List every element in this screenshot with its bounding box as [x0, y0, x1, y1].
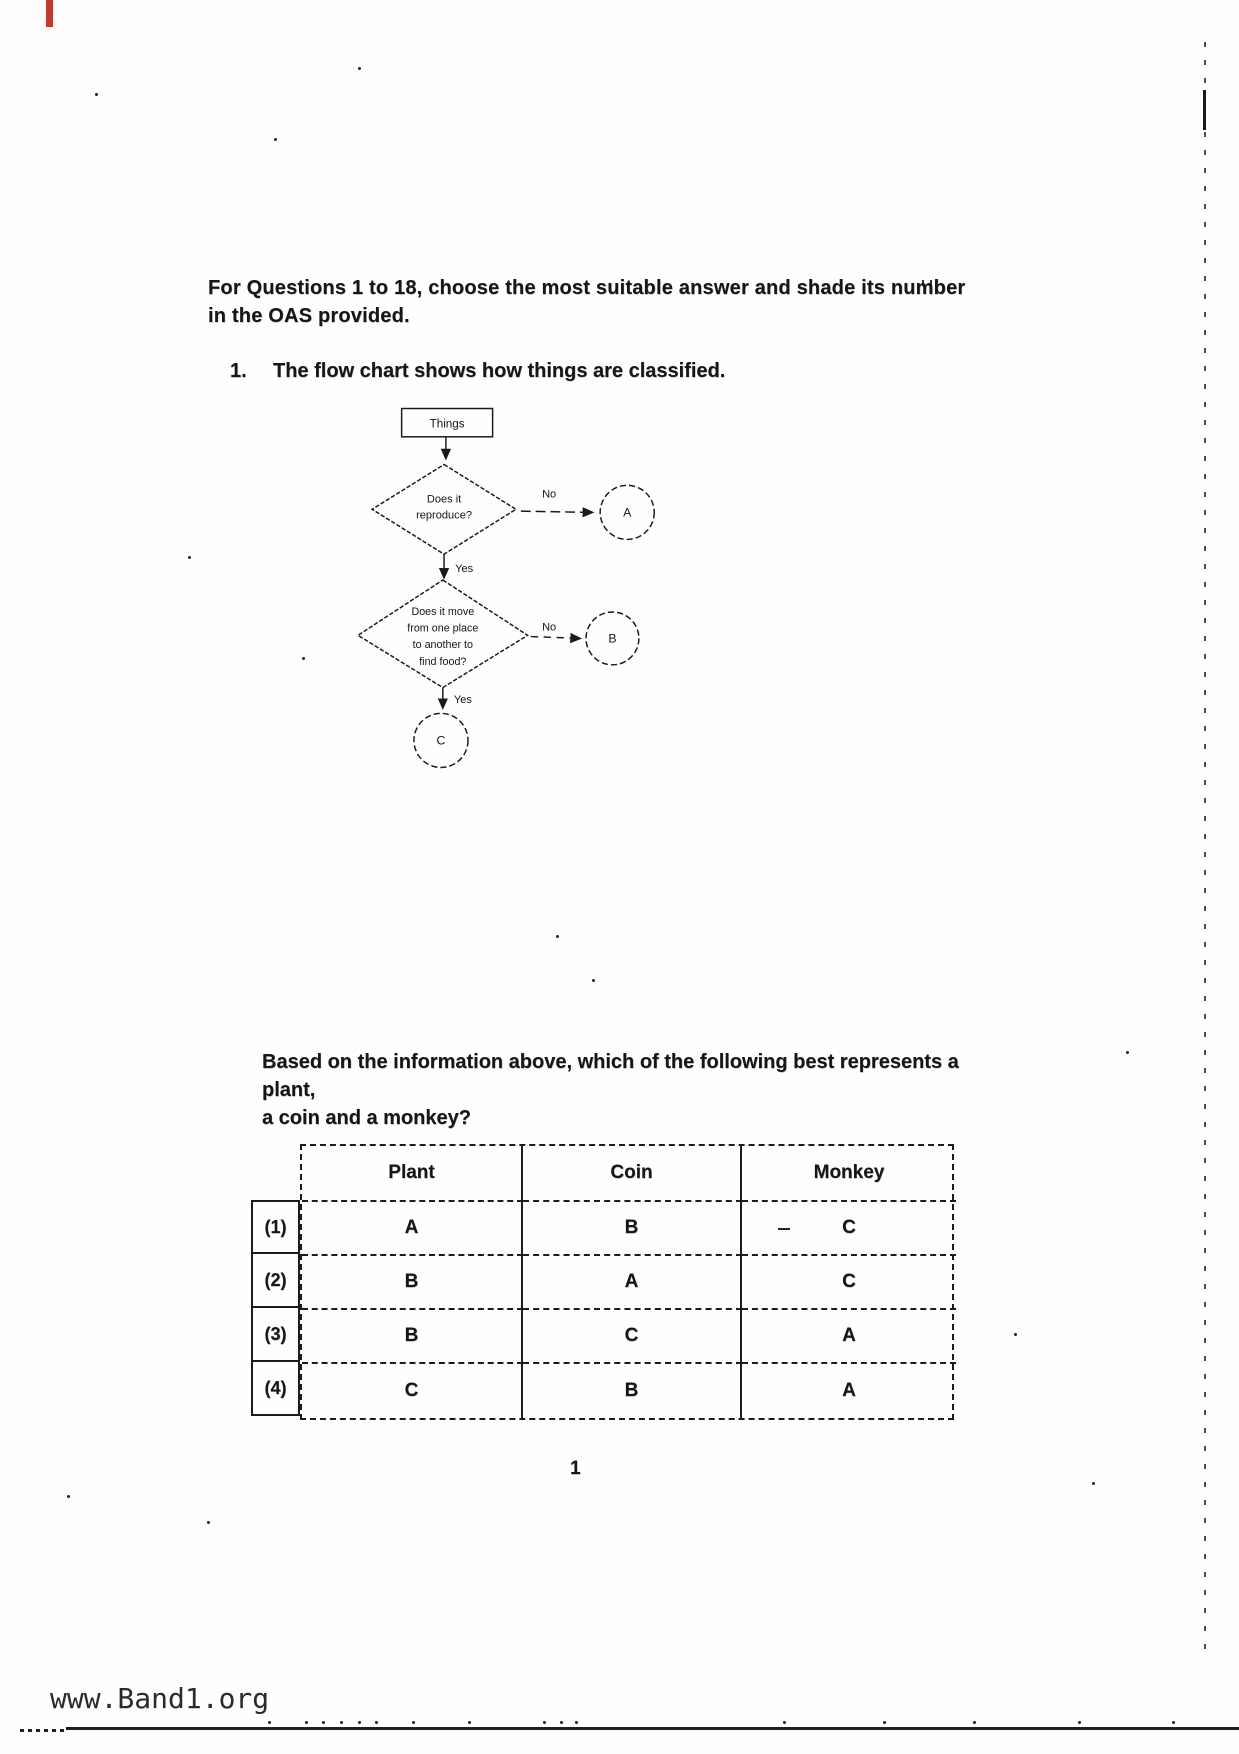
- scan-speck: [973, 1721, 976, 1724]
- scan-speck: [67, 1495, 70, 1498]
- option-label-3: (3): [251, 1308, 300, 1362]
- table-cell-row4-monkey: A: [842, 1380, 856, 1401]
- scan-speck: [358, 1721, 361, 1724]
- scan-speck: [274, 138, 277, 141]
- scan-speck: [543, 1721, 546, 1724]
- connector-decision1-no: [521, 511, 592, 512]
- scan-speck: [1014, 1333, 1017, 1336]
- scan-speck: [188, 556, 191, 559]
- table-cell-row1-plant: A: [302, 1202, 523, 1256]
- scan-speck: [375, 1721, 378, 1724]
- decision2-label-line2: from one place: [407, 622, 479, 635]
- scan-red-fiber-mark: [46, 0, 53, 27]
- scan-speck: [1126, 1051, 1129, 1054]
- instructions-line1: For Questions 1 to 18, choose the most suitable answer and shade its number: [208, 277, 966, 299]
- answer-table-grid: [300, 1144, 954, 1420]
- option-label-2: (2): [251, 1254, 300, 1308]
- scan-speck: [305, 1721, 308, 1724]
- scan-speck: [783, 1721, 786, 1724]
- decision1-yes-label: Yes: [455, 563, 474, 576]
- option-label-column: [251, 1200, 300, 1416]
- scan-speck: [468, 1721, 471, 1724]
- prompt-line2: a coin and a monkey?: [262, 1107, 471, 1129]
- column-header-monkey: Monkey: [742, 1146, 956, 1202]
- scan-speck: [560, 1721, 563, 1724]
- page-edge-dotted-line: [1204, 42, 1206, 1655]
- decision1-no-label: No: [542, 488, 557, 501]
- scan-speck: [268, 1721, 271, 1724]
- scan-speck: [95, 93, 98, 96]
- scan-speck: [207, 1521, 210, 1524]
- scan-speck: [1078, 1721, 1081, 1724]
- decision2-label-line1: Does it move: [411, 606, 475, 619]
- node-a-label: A: [623, 505, 632, 520]
- prompt-line1: Based on the information above, which of the following best represents a plant,: [262, 1051, 959, 1101]
- column-header-coin: Coin: [523, 1146, 742, 1202]
- scan-speck: [1172, 1721, 1175, 1724]
- footer-watermark: www.Band1.org: [50, 1682, 270, 1715]
- section-instructions: [208, 274, 965, 330]
- scan-speck: [883, 1721, 886, 1724]
- classification-flowchart: [330, 395, 890, 1025]
- scan-speck: [412, 1721, 415, 1724]
- page-number: 1: [570, 1458, 581, 1479]
- decision2-no-label: No: [542, 621, 557, 634]
- table-cell-row1-monkey: C: [742, 1202, 956, 1256]
- question-text: The flow chart shows how things are classified.: [273, 360, 726, 382]
- instructions-line2: in the OAS provided.: [208, 305, 410, 327]
- scan-speck: [575, 1721, 578, 1724]
- decision2-yes-label: Yes: [453, 693, 472, 706]
- table-cell-row2-monkey: C: [742, 1256, 956, 1310]
- table-cell-row2-coin: A: [523, 1256, 742, 1310]
- decision2-label-line3: to another to: [412, 639, 474, 652]
- scan-speck: [340, 1721, 343, 1724]
- question-prompt: [262, 1048, 982, 1132]
- option-label-1: (1): [251, 1200, 300, 1254]
- table-cell-row2-plant: B: [302, 1256, 523, 1310]
- question-number: 1.: [230, 360, 247, 382]
- table-cell-row3-monkey: A: [742, 1310, 956, 1364]
- answer-table: [251, 1144, 957, 1418]
- table-cell-row4-plant: C: [302, 1364, 523, 1418]
- table-cell-row4-coin: B: [523, 1364, 742, 1418]
- scan-speck: [322, 1721, 325, 1724]
- table-cell-row3-coin: C: [523, 1310, 742, 1364]
- start-node-label: Things: [429, 417, 465, 431]
- node-c-label: C: [436, 733, 446, 748]
- option-label-4: (4): [251, 1362, 300, 1416]
- column-header-plant: Plant: [302, 1146, 523, 1202]
- footer-rule-line: [66, 1727, 1239, 1730]
- connector-decision2-no: [531, 637, 580, 639]
- footer-dotted-leader: [20, 1729, 66, 1732]
- scan-speck: [302, 657, 305, 660]
- table-cell-row1-coin: B: [523, 1202, 742, 1256]
- scan-speck: [358, 67, 361, 70]
- node-b-label: B: [608, 631, 617, 646]
- decision1-label-line2: reproduce?: [416, 509, 472, 522]
- scan-speck: [1092, 1482, 1095, 1485]
- table-cell-row3-plant: B: [302, 1310, 523, 1364]
- decision1-label-line1: Does it: [426, 493, 462, 506]
- decision2-label-line4: find food?: [419, 655, 467, 668]
- page-edge-solid-segment: [1203, 90, 1206, 130]
